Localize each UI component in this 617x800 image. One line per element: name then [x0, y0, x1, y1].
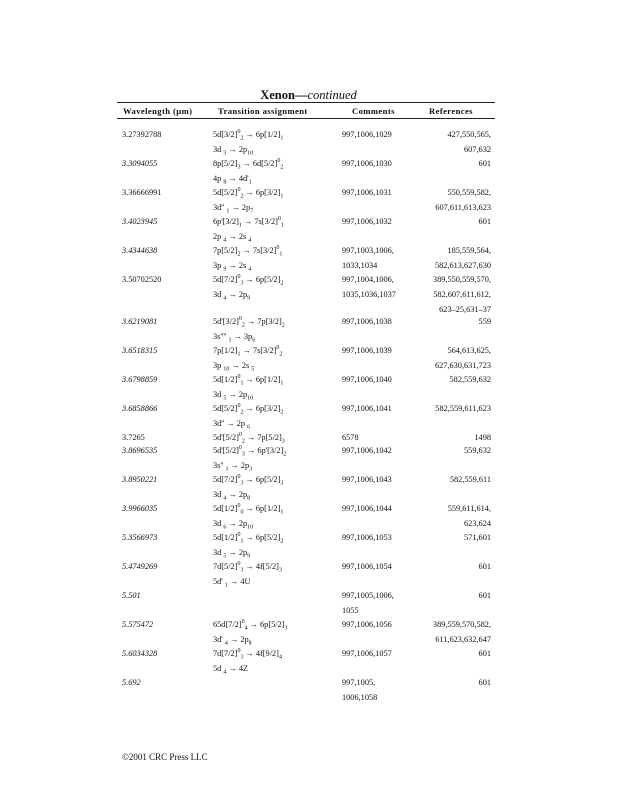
transition-designation: 3d $_3 \to 2p_{10}$: [213, 145, 254, 157]
references-value: 601: [478, 591, 491, 600]
comments-value: 997,1005,: [342, 678, 376, 687]
references-value: 611,623,632,647: [435, 635, 491, 644]
references-value: 582,559,611: [449, 475, 491, 484]
references-value: 571,601: [464, 533, 491, 542]
references-value: 185,559,564,: [447, 246, 491, 255]
comments-value: 997,1005,1006,: [342, 591, 394, 600]
transition-designation: 3d $_4 \to 2p_8$: [213, 490, 251, 502]
transition-designation: 3d $_6 \to 2p_{10}$: [213, 519, 254, 531]
transition-designation: 3p $_9$ → 2s $_4$: [213, 261, 252, 273]
wavelength-value: 3.6518315: [122, 346, 158, 355]
transition-designation: 3s'''' $_1 \to 3p_6$: [213, 332, 256, 344]
wavelength-value: 5.6034328: [122, 649, 158, 658]
column-header-references: References: [429, 106, 473, 116]
references-value: 550,559,582,: [447, 188, 491, 197]
page-title: [0, 88, 617, 103]
references-value: 582,613,627,630: [434, 261, 491, 270]
wavelength-value: 3.50702520: [122, 275, 162, 284]
comments-value: 997,1006,1044: [342, 504, 392, 513]
transition-assignment: $7d[5/2]^0_3 \to 4f[5/2]_3$: [213, 561, 282, 574]
transition-designation: 3s'' $_1 \to 2p_3$: [213, 461, 253, 473]
wavelength-value: 3.36666991: [122, 188, 162, 197]
comments-value: 997,1006,1030: [342, 159, 392, 168]
wavelength-value: 5.4749269: [122, 562, 158, 571]
comments-value: 997,1006,1031: [342, 188, 392, 197]
transition-designation: 3d' $_4 \to 2p_8$: [213, 635, 252, 647]
page-title-main: Xenon—: [260, 88, 308, 102]
comments-value: 1033,1034: [342, 261, 378, 270]
transition-assignment: $65d[7/2]^0_4 \to 6p[5/2]_3$: [213, 619, 288, 632]
references-value: 582,607,611,612,: [433, 290, 491, 299]
transition-assignment: $5d'[5/2]^0_3 \to 6p'[3/2]_2$: [213, 445, 287, 458]
transition-assignment: $5d[1/2]^0_0 \to 6p[1/2]_1$: [213, 503, 284, 516]
references-value: 559,611,614,: [447, 504, 491, 513]
comments-value: 997,1006,1057: [342, 649, 392, 658]
wavelength-value: 3.3094055: [122, 159, 158, 168]
references-value: 601: [478, 159, 491, 168]
wavelength-value: 3.6858866: [122, 404, 158, 413]
transition-assignment: $7d[7/2]^0_3 \to 4f[9/2]_4$: [213, 648, 282, 661]
comments-value: 997,1006,1039: [342, 346, 392, 355]
transition-designation: 3d $_4 \to 2p_9$: [213, 290, 251, 302]
transition-assignment: $5d[5/2]^0_2 \to 6p[3/2]_1$: [213, 187, 284, 200]
comments-value: 997,1006,1054: [342, 562, 392, 571]
transition-assignment: $5d[7/2]^0_3 \to 6p[5/2]_3$: [213, 474, 284, 487]
page-title-continued: continued: [307, 88, 357, 102]
comments-value: 997,1006,1053: [342, 533, 392, 542]
references-value: 564,613,625,: [447, 346, 491, 355]
comments-value: 1055: [342, 606, 359, 615]
comments-value: 997,1006,1032: [342, 217, 392, 226]
comments-value: 1006,1058: [342, 693, 378, 702]
comments-value: 997,1006,1038: [342, 317, 392, 326]
references-value: 623–25,631–37: [439, 305, 491, 314]
transition-assignment: $8p[5/2]_3 \to 6d[5/2]^0_2$: [213, 158, 284, 171]
comments-value: 1035,1036,1037: [342, 290, 396, 299]
references-value: 623,624: [464, 519, 491, 528]
wavelength-value: 5.575472: [122, 620, 154, 629]
transition-assignment: $6p'[3/2]_1 \to 7s[3/2]^0_1$: [213, 216, 284, 229]
comments-value: 997,1006,1043: [342, 475, 392, 484]
references-value: 627,630,631,723: [434, 361, 491, 370]
references-value: 389,550,559,570,: [432, 275, 491, 284]
transition-designation: 3d'' $_1 \to 2p_7$: [213, 203, 254, 215]
transition-assignment: $5d'[3/2]^0_2 \to 7p[3/2]_2$: [213, 316, 285, 329]
column-header-transition: Transition assignment: [218, 106, 308, 116]
wavelength-value: 3.4344638: [122, 246, 158, 255]
wavelength-value: 3.7265: [122, 433, 145, 442]
transition-designation: 3d $_5 \to 2p_{10}$: [213, 390, 254, 402]
references-value: 601: [478, 678, 491, 687]
references-value: 559,632: [464, 446, 491, 455]
copyright-footer: ©2001 CRC Press LLC: [122, 752, 208, 762]
transition-assignment: $5d[5/2]^0_2 \to 6p[3/2]_2$: [213, 403, 284, 416]
wavelength-value: 5.3566973: [122, 533, 158, 542]
wavelength-value: 3.6219081: [122, 317, 158, 326]
wavelength-value: 3.4023945: [122, 217, 158, 226]
transition-assignment: $5d'[5/2]^0_2 \to 7p[5/2]_3$: [213, 432, 285, 445]
wavelength-value: 3.6798859: [122, 375, 158, 384]
transition-designation: 2p $_4$ → 2s $_4$: [213, 232, 252, 244]
table-top-rule: [117, 102, 495, 103]
transition-assignment: $7p[1/2]_1 \to 7s[3/2]^0_2$: [213, 345, 283, 358]
references-value: 601: [478, 562, 491, 571]
transition-assignment: $5d[1/2]^0_1 \to 6p[5/2]_2$: [213, 532, 284, 545]
transition-designation: 5d $_4$ → 4Z: [213, 664, 249, 676]
comments-value: 997,1006,1042: [342, 446, 392, 455]
references-value: 607,611,613,623: [435, 203, 491, 212]
transition-designation: 4p $_8 \to 4d'_1$: [213, 174, 252, 186]
references-value: 601: [478, 649, 491, 658]
comments-value: 997,1003,1006,: [342, 246, 394, 255]
comments-value: 997,1006,1040: [342, 375, 392, 384]
wavelength-value: 5.692: [122, 678, 141, 687]
transition-assignment: $5d[7/2]^0_3 \to 6p[5/2]_2$: [213, 274, 284, 287]
transition-designation: 3d $_5 \to 2p_9$: [213, 548, 251, 560]
wavelength-value: 5.501: [122, 591, 141, 600]
transition-assignment: $5d[1/2]^0_1 \to 6p[1/2]_1$: [213, 374, 284, 387]
wavelength-value: 3.9966035: [122, 504, 158, 513]
column-header-wavelength: Wavelength (µm): [123, 106, 193, 116]
comments-value: 6578: [342, 433, 359, 442]
column-header-comments: Comments: [352, 106, 395, 116]
transition-designation: 5d' $_1$ → 4U: [213, 577, 251, 589]
comments-value: 997,1006,1029: [342, 130, 392, 139]
transition-assignment: $5d[3/2]^0_2 \to 6p[1/2]_1$: [213, 129, 284, 142]
comments-value: 997,1006,1041: [342, 404, 392, 413]
references-value: 582,559,611,623: [435, 404, 491, 413]
references-value: 1498: [474, 433, 491, 442]
wavelength-value: 3.27392788: [122, 130, 162, 139]
wavelength-value: 3.8950221: [122, 475, 158, 484]
comments-value: 997,1006,1056: [342, 620, 392, 629]
references-value: 389,559,570,582,: [432, 620, 491, 629]
wavelength-value: 3.8696535: [122, 446, 158, 455]
references-value: 607,632: [464, 145, 491, 154]
transition-assignment: $7p[5/2]_2 \to 7s[3/2]^0_1$: [213, 245, 283, 258]
transition-designation: 3p $_{10}$ → 2s $_5$: [213, 361, 255, 373]
references-value: 427,550,565,: [447, 130, 491, 139]
references-value: 582,559,632: [449, 375, 491, 384]
table-header-rule: [117, 118, 495, 119]
references-value: 559: [478, 317, 491, 326]
transition-designation: 3d'' → 2p $_6$: [213, 419, 251, 431]
references-value: 601: [478, 217, 491, 226]
comments-value: 997,1004,1006,: [342, 275, 394, 284]
